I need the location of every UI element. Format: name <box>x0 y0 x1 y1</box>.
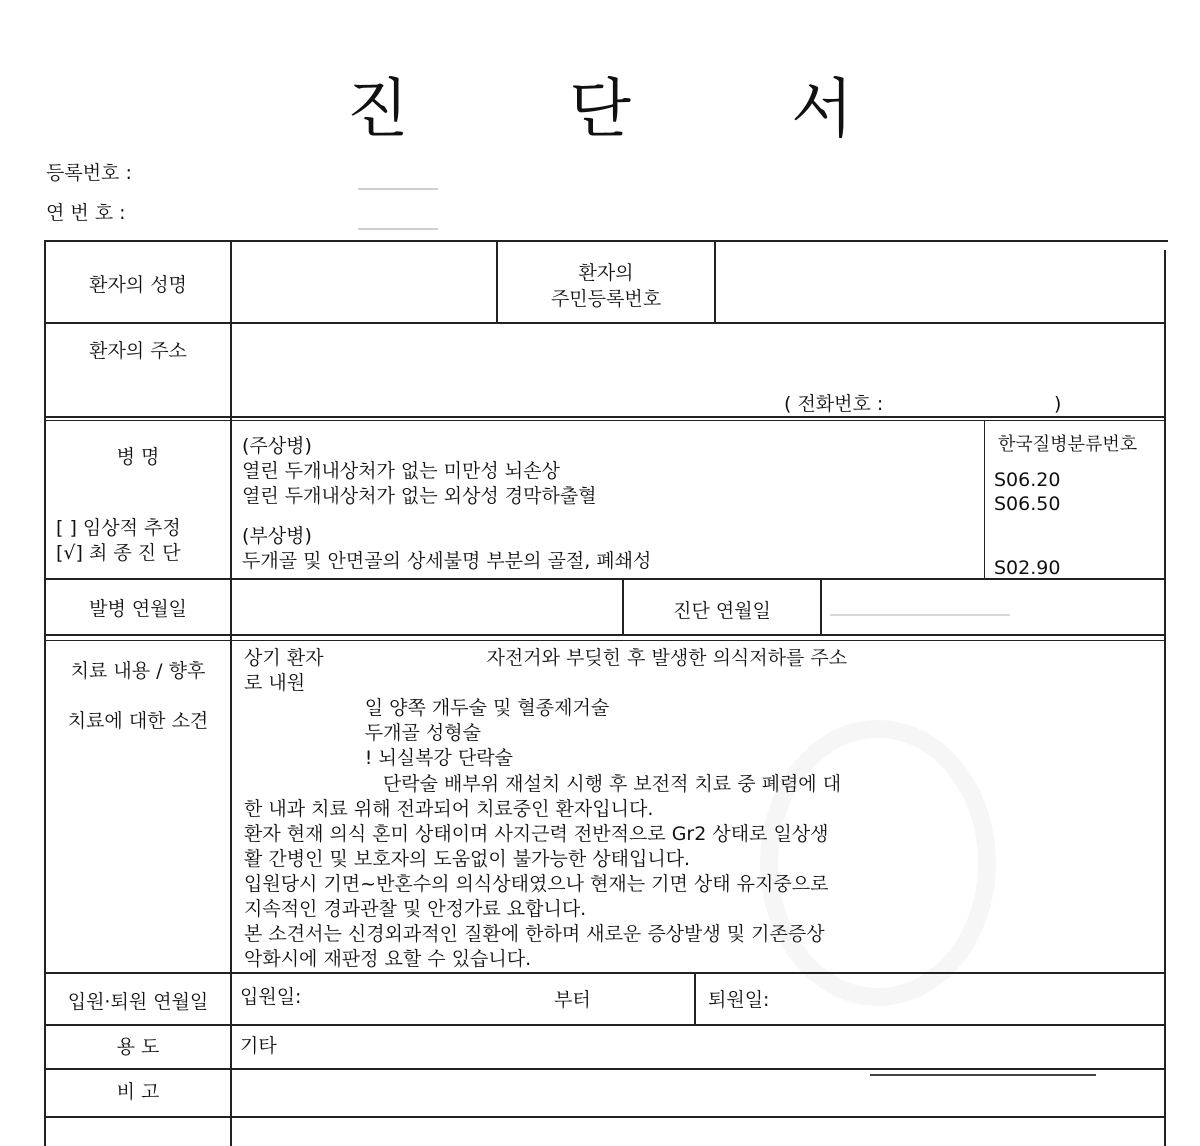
diagnosis-date-label: 진단 연월일 <box>673 600 771 622</box>
registration-number-label: 등록번호 : <box>46 162 132 184</box>
final-diagnosis-checkbox: [√] 최 종 진 단 <box>56 542 181 564</box>
clinical-estimate-checkbox: [ ] 임상적 추정 <box>56 517 181 539</box>
main-disease-heading: (주상병) <box>242 435 312 457</box>
sub-disease-heading: (부상병) <box>242 525 312 547</box>
admission-from-label: 부터 <box>554 989 591 1011</box>
sub-disease-1: 두개골 및 안면골의 상세불명 부분의 골절, 폐쇄성 <box>242 550 652 572</box>
disease-name-label: 병 명 <box>116 446 160 468</box>
treatment-line-8: 환자 현재 의식 혼미 상태이며 사지근력 전반적으로 Gr2 상태로 일상생 <box>244 823 829 845</box>
scan-mark <box>870 1074 1096 1076</box>
purpose-label: 용 도 <box>116 1036 160 1058</box>
remarks-label: 비 고 <box>116 1081 160 1103</box>
treatment-line-12: 본 소견서는 신경외과적인 질환에 한하며 새로운 증상발생 및 기존증상 <box>244 923 825 945</box>
redacted-field <box>358 228 438 230</box>
watermark-seal <box>760 720 996 1006</box>
redacted-field <box>358 188 438 190</box>
treatment-label-line1: 치료 내용 / 향후 <box>70 660 206 682</box>
main-disease-2: 열린 두개내상처가 없는 외상성 경막하출혈 <box>242 485 597 507</box>
treatment-label-line2: 치료에 대한 소견 <box>67 710 209 732</box>
disease-code-2: S06.50 <box>994 493 1061 515</box>
admission-date-label: 입원일: <box>240 986 302 1008</box>
treatment-line-2: 로 내원 <box>244 672 306 694</box>
treatment-line-7: 한 내과 치료 위해 전과되어 치료중인 환자입니다. <box>244 798 654 820</box>
treatment-line-11: 지속적인 경과관찰 및 안정가료 요합니다. <box>244 898 587 920</box>
treatment-line-4: 두개골 성형술 <box>244 722 481 744</box>
serial-number-label: 연 번 호 : <box>46 202 126 224</box>
redacted-field <box>830 614 1010 616</box>
treatment-line-6: 단락술 배부위 재설치 시행 후 보전적 치료 중 폐렴에 대 <box>244 773 842 795</box>
treatment-line-13: 악화시에 재판정 요할 수 있습니다. <box>244 948 532 970</box>
kcd-code-label: 한국질병분류번호 <box>998 434 1138 455</box>
treatment-line-9: 활 간병인 및 보호자의 도움없이 불가능한 상태입니다. <box>244 848 691 870</box>
phone-close: ) <box>1054 393 1062 415</box>
treatment-line-1: 상기 환자 자전거와 부딪힌 후 발생한 의식저하를 주소 <box>244 647 848 669</box>
treatment-line-5: ! 뇌실복강 단락술 <box>244 747 513 769</box>
discharge-date-label: 퇴원일: <box>708 989 770 1011</box>
patient-address-label: 환자의 주소 <box>89 340 187 362</box>
disease-code-3: S02.90 <box>994 557 1061 579</box>
main-disease-1: 열린 두개내상처가 없는 미만성 뇌손상 <box>242 460 560 482</box>
patient-name-label: 환자의 성명 <box>89 274 187 296</box>
rrn-label-line2: 주민등록번호 <box>550 288 662 310</box>
admission-discharge-label: 입원·퇴원 연월일 <box>67 991 209 1013</box>
onset-date-label: 발병 연월일 <box>89 598 187 620</box>
rrn-label-line1: 환자의 <box>578 262 634 284</box>
phone-label: ( 전화번호 : <box>784 393 884 415</box>
document-title: 진 단 서 <box>346 73 924 147</box>
treatment-line-3: 일 양쪽 개두술 및 혈종제거술 <box>244 697 610 719</box>
purpose-value: 기타 <box>240 1035 277 1057</box>
treatment-line-10: 입원당시 기면~반혼수의 의식상태였으나 현재는 기면 상태 유지중으로 <box>244 873 829 895</box>
disease-code-1: S06.20 <box>994 469 1061 491</box>
